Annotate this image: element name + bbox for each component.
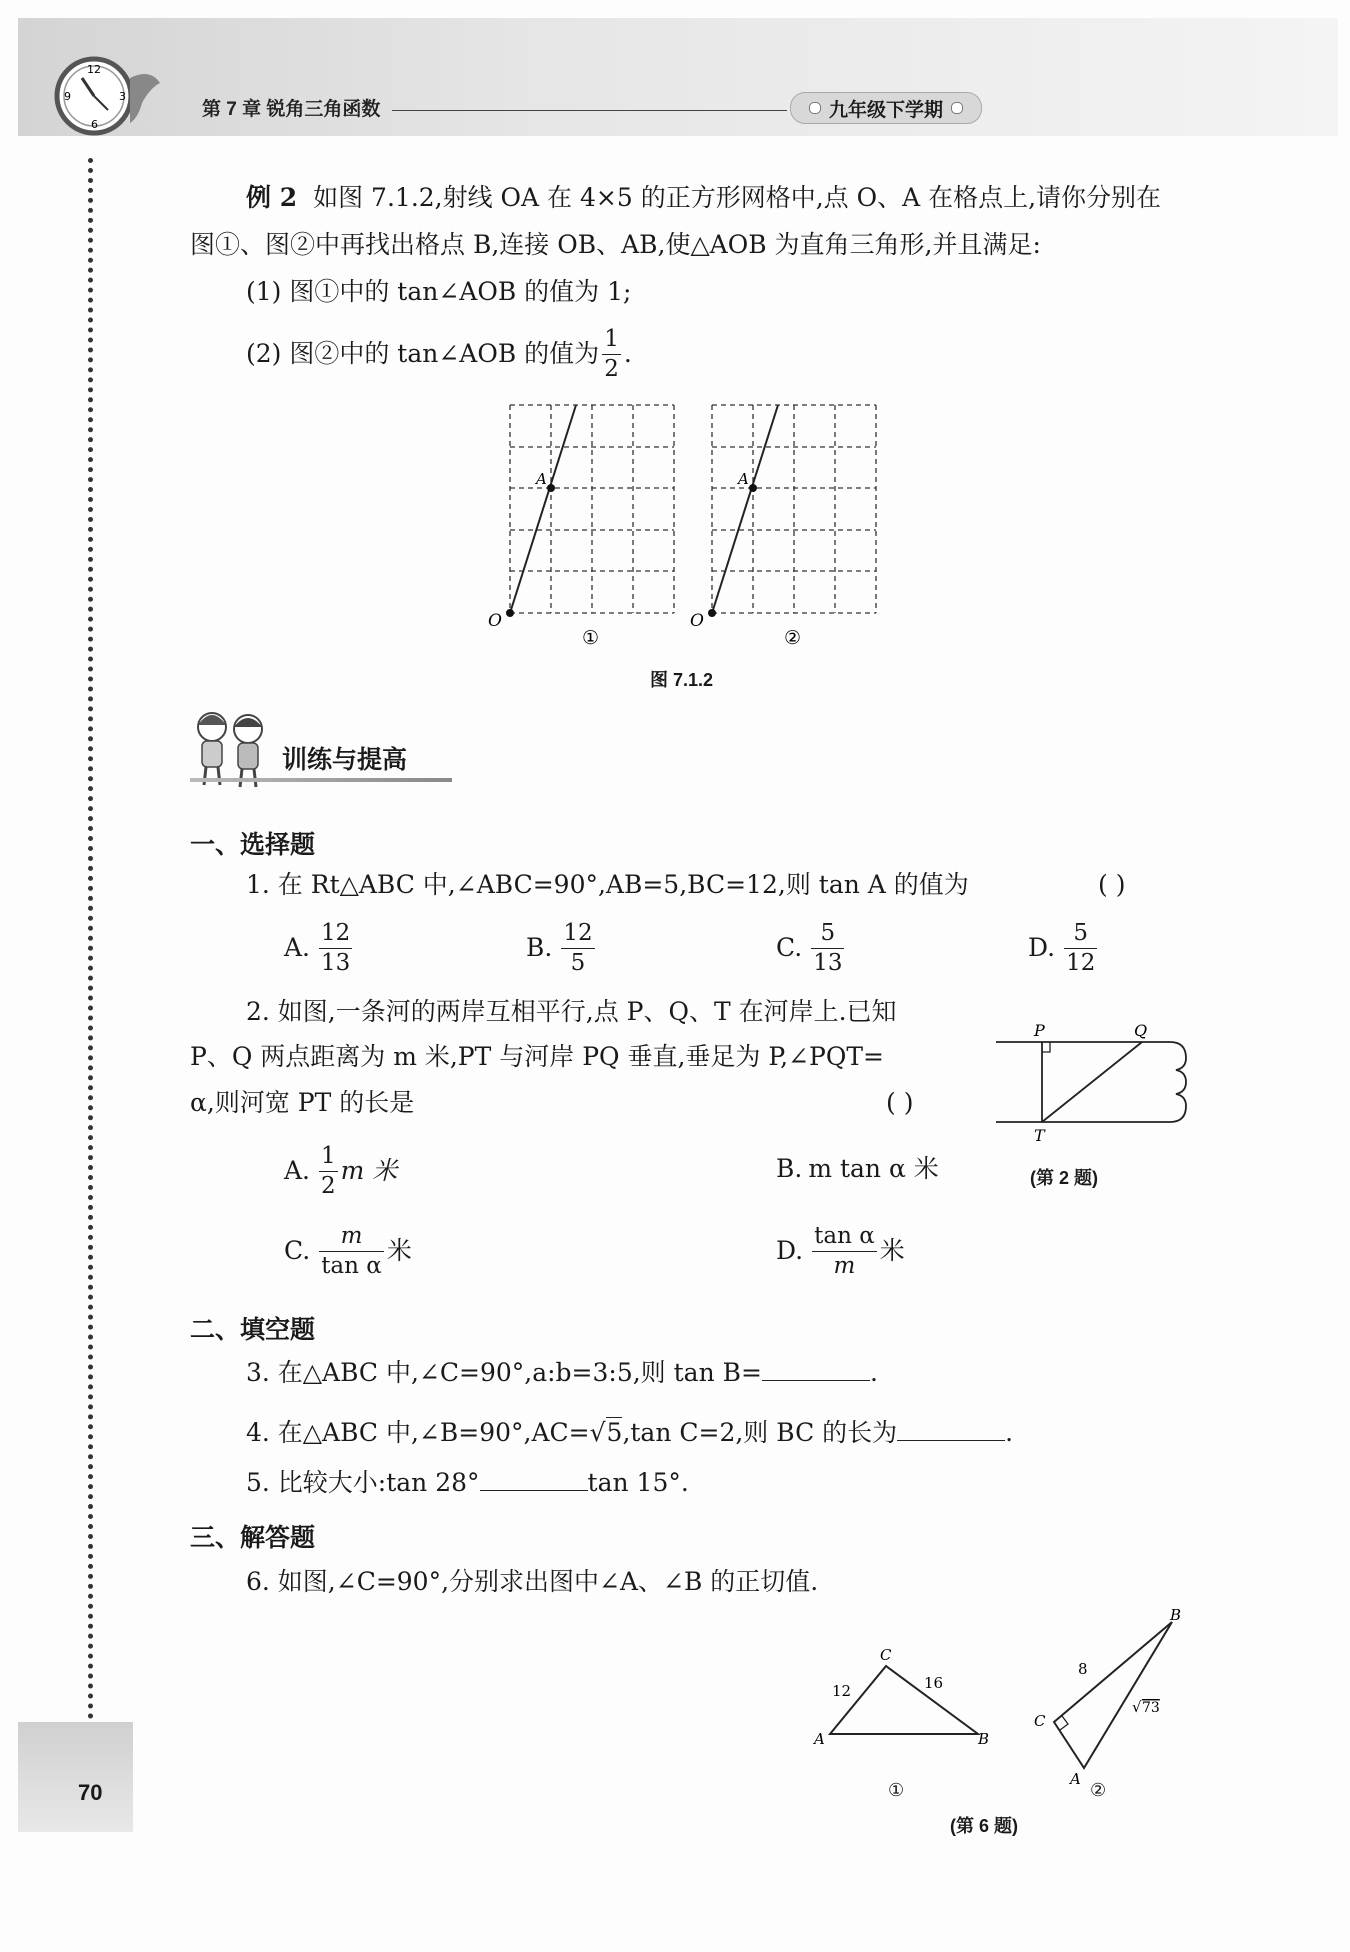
example-item2 — [246, 322, 632, 386]
numerator: 1 — [321, 1142, 336, 1169]
side-cb: 16 — [924, 1674, 944, 1692]
label-a: A — [814, 1730, 825, 1748]
fraction-half — [602, 325, 621, 382]
q2-paren: ( ) — [886, 1088, 914, 1117]
q1-option-d — [1028, 918, 1100, 978]
sqrt-symbol: √ — [589, 1418, 606, 1447]
example-item1: (1) 图①中的 tan∠AOB 的值为 1; — [246, 277, 632, 306]
q5-answer-blank[interactable] — [480, 1466, 588, 1491]
grid-figure-2 — [682, 395, 892, 650]
q1-option-b-label: B. — [526, 933, 553, 962]
q4-post: ,tan C=2,则 BC 的长为 — [622, 1418, 898, 1447]
q2-line2: P、Q 两点距离为 m 米,PT 与河岸 PQ 垂直,垂足为 P,∠PQT= — [190, 1042, 884, 1071]
denominator: 2 — [321, 1172, 336, 1199]
numerator: 5 — [1073, 919, 1089, 946]
q6-fig2-number: ② — [1090, 1780, 1107, 1801]
q1-option-c-fraction — [811, 919, 844, 976]
q2-option-c — [284, 1218, 412, 1284]
header-rule — [392, 110, 787, 111]
side-cb: 8 — [1078, 1660, 1088, 1678]
semester-label: 九年级下学期 — [828, 99, 943, 121]
q6-triangle-2 — [1020, 1600, 1200, 1790]
q3-text: 3. 在△ABC 中,∠C=90°,a:b=3:5,则 tan B= — [246, 1358, 762, 1387]
q3-answer-blank[interactable] — [762, 1356, 870, 1381]
svg-text:9: 9 — [64, 90, 71, 103]
q5-line — [246, 1466, 689, 1500]
page-number: 70 — [78, 1780, 103, 1805]
label-o: O — [690, 611, 704, 631]
margin-dots — [88, 158, 93, 1720]
q2-option-a — [284, 1140, 397, 1202]
svg-text:6: 6 — [91, 118, 98, 131]
denominator: m — [833, 1252, 856, 1279]
label-c: C — [1034, 1712, 1046, 1730]
numerator: m — [340, 1222, 363, 1249]
numerator: 12 — [321, 919, 351, 946]
numerator: 12 — [563, 919, 593, 946]
q6-fig1-number: ① — [888, 1780, 905, 1801]
q3-line — [246, 1356, 878, 1390]
q1-option-d-label: D. — [1028, 933, 1056, 962]
q2-option-c-fraction — [319, 1222, 384, 1279]
label-c: C — [880, 1646, 892, 1664]
q1-option-a — [284, 918, 355, 978]
grid-figure-1 — [480, 395, 690, 650]
q5-post: tan 15°. — [587, 1468, 689, 1497]
section-solve: 三、解答题 — [190, 1523, 316, 1552]
label-a: A — [536, 470, 547, 488]
figure-caption-7-1-2: 图 7.1.2 — [650, 670, 714, 690]
fig-label-2: ② — [784, 627, 802, 649]
section-choice: 一、选择题 — [190, 830, 316, 859]
q1-option-c — [776, 918, 847, 978]
q3-end: . — [869, 1358, 878, 1387]
numerator: 5 — [820, 919, 836, 946]
q2-option-d-rest: 米 — [879, 1236, 905, 1265]
label-p: P — [1034, 1021, 1045, 1040]
q2-line3: α,则河宽 PT 的长是 — [190, 1088, 415, 1117]
side-ab: 73 — [1142, 1700, 1160, 1716]
q2-option-d-label: D. — [776, 1236, 804, 1265]
q1-option-b-fraction — [561, 919, 594, 976]
q2-option-c-label: C. — [284, 1236, 311, 1265]
q1-option-d-fraction — [1064, 919, 1097, 976]
denominator: tan α — [321, 1252, 382, 1279]
example-line1 — [246, 181, 1161, 215]
sqrt-symbol: √ — [1132, 1698, 1142, 1716]
label-q: Q — [1134, 1021, 1148, 1040]
side-ac: 12 — [832, 1682, 852, 1700]
fraction-denominator: 2 — [604, 355, 619, 382]
example-text-1: 如图 7.1.2,射线 OA 在 4×5 的正方形网格中,点 O、A 在格点上,请你分别在 — [313, 183, 1162, 212]
q4-root: 5 — [606, 1418, 623, 1447]
q6-triangle-1 — [800, 1630, 1010, 1780]
fraction-numerator: 1 — [604, 325, 619, 352]
label-o: O — [488, 611, 502, 631]
q6-figure-caption: (第 6 题) — [950, 1816, 1019, 1836]
q1-option-c-label: C. — [776, 933, 803, 962]
page-number-box — [18, 1722, 133, 1832]
example-item2-end: . — [623, 339, 632, 368]
q6-text: 6. 如图,∠C=90°,分别求出图中∠A、∠B 的正切值. — [246, 1567, 819, 1596]
q2-option-a-rest: m 米 — [340, 1156, 398, 1185]
label-b: B — [1170, 1606, 1182, 1624]
q2-option-a-fraction — [319, 1142, 338, 1199]
semester-badge — [790, 92, 982, 124]
q2-option-a-label: A. — [284, 1156, 311, 1185]
q1-text: 1. 在 Rt△ABC 中,∠ABC=90°,AB=5,BC=12,则 tan A 的值为 — [246, 870, 969, 899]
q1-option-b — [526, 918, 598, 978]
q4-end: . — [1005, 1418, 1014, 1447]
label-a: A — [738, 470, 749, 488]
example-line2: 图①、图②中再找出格点 B,连接 OB、AB,使△AOB 为直角三角形,并且满足: — [190, 230, 1041, 259]
svg-text:3: 3 — [119, 90, 126, 103]
chapter-title: 第 7 章 锐角三角函数 — [202, 99, 381, 120]
denominator: 12 — [1066, 949, 1096, 976]
q2-line1: 2. 如图,一条河的两岸互相平行,点 P、Q、T 在河岸上.已知 — [246, 997, 897, 1026]
q4-answer-blank[interactable] — [897, 1416, 1005, 1441]
fig-label-1: ① — [582, 627, 600, 649]
q2-river-figure — [990, 1010, 1190, 1150]
denominator: 13 — [321, 949, 351, 976]
q4-line — [246, 1416, 1013, 1450]
denominator: 5 — [570, 949, 586, 976]
q1-option-a-fraction — [319, 919, 352, 976]
section-banner-rule — [190, 778, 452, 782]
label-t: T — [1034, 1126, 1045, 1145]
label-a: A — [1070, 1770, 1081, 1788]
svg-text:12: 12 — [87, 63, 101, 76]
q2-option-d-fraction — [812, 1222, 877, 1279]
example-label: 例 2 — [246, 183, 298, 212]
label-b: B — [978, 1730, 990, 1748]
q1-paren: ( ) — [1098, 870, 1126, 899]
section-fill: 二、填空题 — [190, 1315, 316, 1344]
q2-figure-caption: (第 2 题) — [1030, 1168, 1099, 1188]
q4-pre: 4. 在△ABC 中,∠B=90°,AC= — [246, 1418, 590, 1447]
q1-option-a-label: A. — [284, 933, 311, 962]
numerator: tan α — [814, 1222, 875, 1249]
q2-option-b — [776, 1152, 939, 1186]
section-banner-title: 训练与提高 — [282, 745, 408, 774]
clock-logo — [50, 48, 170, 138]
q5-pre: 5. 比较大小:tan 28° — [246, 1468, 480, 1497]
denominator: 13 — [813, 949, 843, 976]
q2-option-b-text: m tan α 米 — [808, 1154, 939, 1183]
q2-option-d — [776, 1218, 905, 1284]
example-item2-text: (2) 图②中的 tan∠AOB 的值为 — [246, 339, 600, 368]
q2-option-b-label: B. — [776, 1154, 803, 1183]
q2-option-c-rest: 米 — [386, 1236, 412, 1265]
